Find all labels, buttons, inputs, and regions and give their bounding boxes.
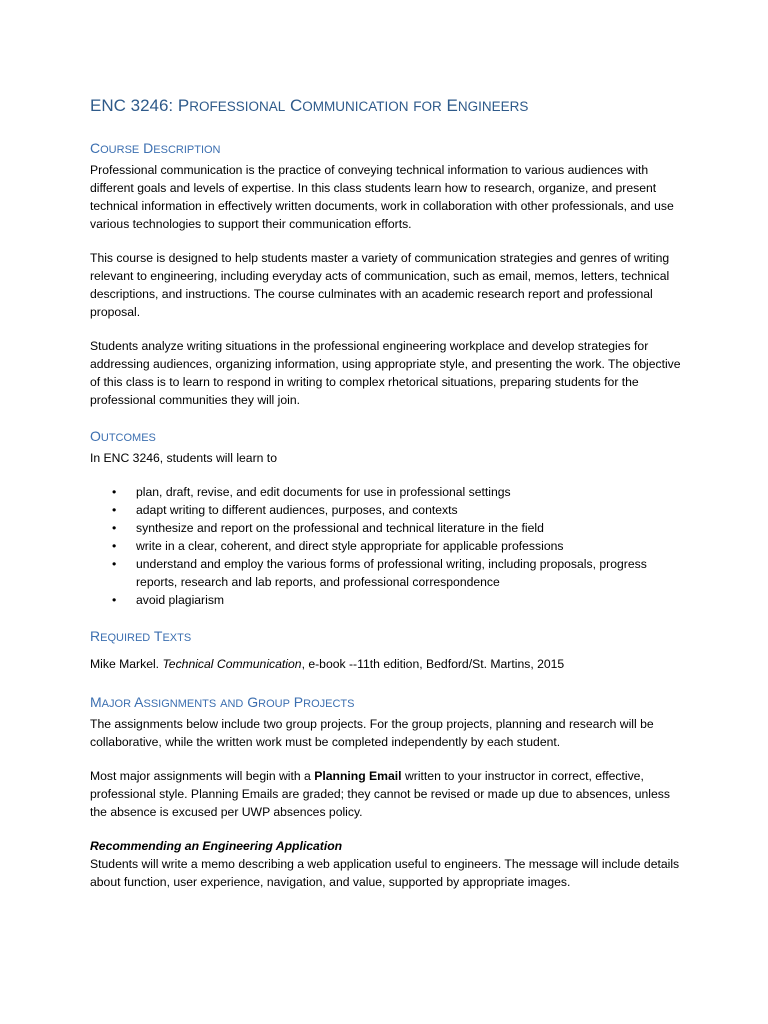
course-description-paragraph: Students analyze writing situations in the professional engineering workplace and develop strategies for addressing audiences, organizing information, using appropriate style, and presenting the work. The objective of this class is to learn to respond in writing to complex rhetorical situations, preparing students for the professional communities they will join.	[90, 339, 681, 407]
list-item: • adapt writing to different audiences, purposes, and contexts	[112, 503, 458, 517]
planning-email-term: Planning Email	[314, 769, 402, 783]
engineering-application-subheading: Recommending an Engineering Application	[90, 839, 343, 853]
required-texts-section	[90, 627, 690, 673]
required-text-citation: Mike Markel. Technical Communication, e-book --11th edition, Bedford/St. Martins, 2015	[90, 657, 565, 671]
major-assignments-heading: MAJOR ASSIGNMENTS AND GROUP PROJECTS	[90, 694, 355, 710]
list-item: • plan, draft, revise, and edit documents for use in professional settings	[112, 485, 511, 499]
bullet-icon: •	[112, 521, 117, 535]
bullet-icon: •	[112, 539, 117, 553]
list-item: • avoid plagiarism	[112, 593, 225, 607]
bullet-icon: •	[112, 593, 117, 607]
required-texts-heading: REQUIRED TEXTS	[90, 628, 192, 644]
bullet-icon: •	[112, 557, 117, 571]
outcomes-intro: In ENC 3246, students will learn to	[90, 451, 277, 465]
list-item: • write in a clear, coherent, and direct style appropriate for applicable professions	[112, 539, 564, 553]
outcomes-heading: OUTCOMES	[90, 428, 156, 444]
course-description-heading: COURSE DESCRIPTION	[90, 140, 221, 156]
document-page	[90, 96, 690, 907]
engineering-application-paragraph: Students will write a memo describing a web application useful to engineers. The message will include details about function, user experience, navigation, and value, supported by appropriate images.	[90, 857, 680, 889]
planning-email-paragraph: Most major assignments will begin with a Planning Email written to your instructor in correct, effective, professional style. Planning Emails are graded; they cannot be revised or made up due to absences, unless the absence is excused per UWP absences policy.	[90, 769, 670, 819]
bullet-icon: •	[112, 485, 117, 499]
list-item: • understand and employ the various forms of professional writing, including proposals, progress reports, research and lab reports, and professional correspondence	[112, 557, 647, 589]
list-item: • synthesize and report on the professional and technical literature in the field	[112, 521, 544, 535]
major-assignments-paragraph: The assignments below include two group projects. For the group projects, planning and research will be collaborative, while the written work must be completed independently by each student.	[90, 717, 654, 749]
book-title: Technical Communication	[162, 657, 302, 671]
course-description-paragraph: Professional communication is the practice of conveying technical information to various audiences with different goals and levels of expertise. In this class students learn how to research, organize, and present technical information in effectively written documents, work in collaboration with other professionals, and use various technologies to support their communication efforts.	[90, 163, 674, 231]
bullet-icon: •	[112, 503, 117, 517]
course-description-paragraph: This course is designed to help students master a variety of communication strategies and genres of writing relevant to engineering, including everyday acts of communication, such as email, memos, letters, technical descriptions, and instructions. The course culminates with an academic research report and professional proposal.	[90, 251, 670, 319]
outcomes-list	[90, 483, 690, 609]
document-title: ENC 3246: PROFESSIONAL COMMUNICATION FOR ENGINEERS	[90, 96, 529, 115]
